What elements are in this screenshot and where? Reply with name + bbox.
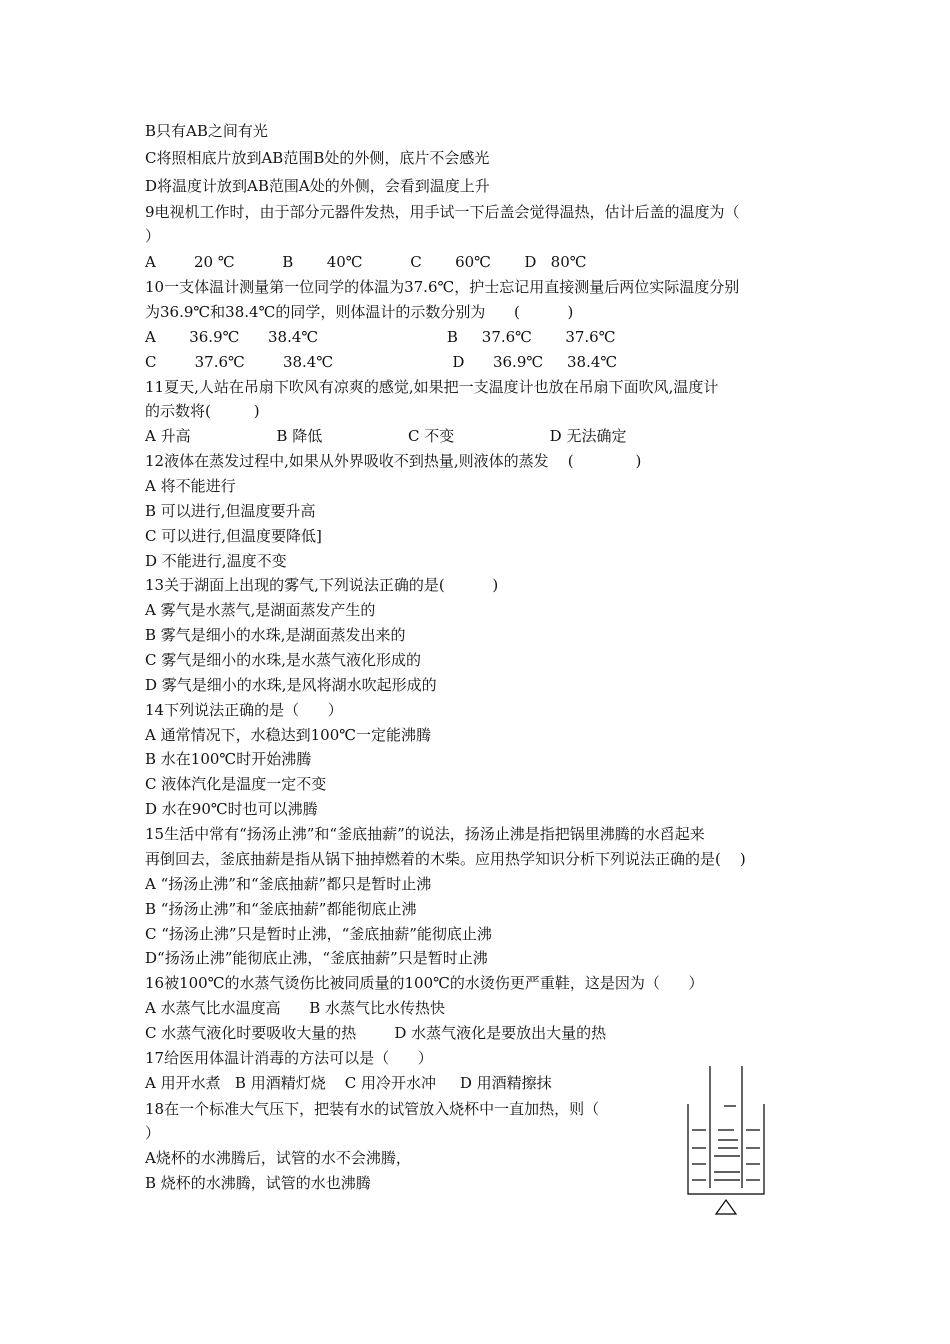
text-line: 10一支体温计测量第一位同学的体温为37.6℃，护士忘记用直接测量后两位实际温度分别	[145, 278, 740, 296]
text-line: 17给医用体温计消毒的方法可以是（ ）	[145, 1049, 433, 1067]
text-line: A 水蒸气比水温度高 B 水蒸气比水传热快	[145, 999, 446, 1017]
text-line: 11夏天,人站在吊扇下吹风有凉爽的感觉,如果把一支温度计也放在吊扇下面吹风,温度计	[145, 378, 719, 396]
text-line: C将照相底片放到AB范围B处的外侧，底片不会感光	[145, 149, 490, 167]
text-line: 为36.9℃和38.4℃的同学，则体温计的示数分别为 ( )	[145, 303, 574, 321]
text-line: 12液体在蒸发过程中,如果从外界吸收不到热量,则液体的蒸发 ( )	[145, 452, 642, 470]
burner	[716, 1200, 736, 1214]
text-line: A 20 ℃ B 40℃ C 60℃ D 80℃	[145, 253, 587, 271]
text-line: D“扬汤止沸”能彻底止沸，“釜底抽薪”只是暂时止沸	[145, 949, 488, 967]
text-line: 14下列说法正确的是（ ）	[145, 701, 343, 719]
test-tube	[710, 1066, 742, 1188]
beaker-test-tube-figure	[684, 1064, 768, 1224]
text-line: ）	[145, 227, 161, 245]
text-line: C 雾气是细小的水珠,是水蒸气液化形成的	[145, 651, 422, 669]
text-line: D 雾气是细小的水珠,是风将湖水吹起形成的	[145, 676, 437, 694]
text-line: B 水在100℃时开始沸腾	[145, 750, 312, 768]
text-line: 18在一个标准大气压下，把装有水的试管放入烧杯中一直加热，则（	[145, 1100, 600, 1118]
text-line: A 雾气是水蒸气,是湖面蒸发产生的	[145, 601, 376, 619]
text-line: D将温度计放到AB范围A处的外侧，会看到温度上升	[145, 177, 490, 195]
text-line: C “扬汤止沸”只是暂时止沸，“釜底抽薪”能彻底止沸	[145, 925, 492, 943]
text-line: B 雾气是细小的水珠,是湖面蒸发出来的	[145, 626, 406, 644]
text-line: A 通常情况下，水稳达到100℃一定能沸腾	[145, 726, 432, 744]
text-line: B只有AB之间有光	[145, 122, 268, 140]
text-line: 9电视机工作时，由于部分元器件发热，用手试一下后盖会觉得温热，估计后盖的温度为（	[145, 203, 740, 221]
text-line: A 用开水煮 B 用酒精灯烧 C 用冷开水冲 D 用酒精擦抹	[145, 1074, 552, 1092]
text-line: C 37.6℃ 38.4℃ D 36.9℃ 38.4℃	[145, 353, 618, 371]
text-line: 16被100℃的水蒸气烫伤比被同质量的100℃的水烫伤更严重鞋，这是因为（ ）	[145, 974, 704, 992]
text-line: A 36.9℃ 38.4℃ B 37.6℃ 37.6℃	[145, 328, 616, 346]
text-line: 的示数将( )	[145, 402, 260, 420]
text-line: A 将不能进行	[145, 477, 236, 495]
text-line: 再倒回去，釜底抽薪是指从锅下抽掉燃着的木柴。应用热学知识分析下列说法正确的是( )	[145, 850, 746, 868]
text-line: B 可以进行,但温度要升高	[145, 502, 316, 520]
text-line: B “扬汤止沸”和“釜底抽薪”都能彻底止沸	[145, 900, 417, 918]
text-line: A 升高 B 降低 C 不变 D 无法确定	[145, 427, 627, 445]
text-line: D 水在90℃时也可以沸腾	[145, 800, 318, 818]
text-line: A烧杯的水沸腾后，试管的水不会沸腾，	[145, 1149, 411, 1167]
text-line: A “扬汤止沸”和“釜底抽薪”都只是暂时止沸	[145, 875, 432, 893]
text-line: 13关于湖面上出现的雾气,下列说法正确的是( )	[145, 576, 499, 594]
text-line: B 烧杯的水沸腾，试管的水也沸腾	[145, 1174, 371, 1192]
text-line: 15生活中常有“扬汤止沸”和“釜底抽薪”的说法，扬汤止沸是指把锅里沸腾的水舀起来	[145, 825, 705, 843]
text-line: C 可以进行,但温度要降低]	[145, 527, 322, 545]
text-line: C 水蒸气液化时要吸收大量的热 D 水蒸气液化是要放出大量的热	[145, 1024, 607, 1042]
text-line: ）	[145, 1124, 161, 1142]
text-line: D 不能进行,温度不变	[145, 552, 287, 570]
text-line: C 液体汽化是温度一定不变	[145, 775, 327, 793]
